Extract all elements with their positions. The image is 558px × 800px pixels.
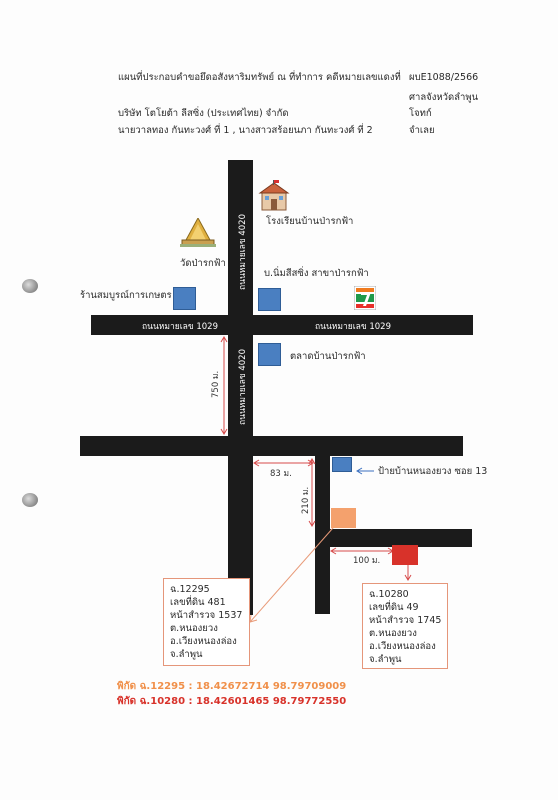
market-label: ตลาดบ้านป่ารกฟ้า [290,351,366,362]
plot-12295-land-no: เลขที่ดิน 481 [170,597,226,608]
plot-10280-district: อ.เวียงหนองล่อง [369,641,436,652]
coordinate-10280: พิกัด ฉ.10280 : 18.42601465 98.79772550 [117,696,347,707]
header-company: บริษัท โตโยต้า ลีสซิ่ง (ประเทศไทย) จำกัด [118,108,289,119]
plot-10280-subdistrict: ต.หนองยวง [369,628,417,639]
soi-sign-marker [332,457,352,472]
plot-12295-marker [331,508,356,528]
plot-10280-marker [392,545,418,565]
header-title: แผนที่ประกอบคำขอยึดอสังหาริมทรัพย์ ณ ที่ทำการ คดีหมายเลขแดงที่ [118,72,401,83]
plot-12295-district: อ.เวียงหนองล่อง [170,636,237,647]
plot-12295-survey: หน้าสำรวจ 1537 [170,610,243,621]
road-label-1029-left: ถนนหมายเลข 1029 [142,322,218,332]
distance-100-label: 100 ม. [353,556,381,566]
plot-10280-province: จ.ลำพูน [369,654,402,665]
agri-shop-label: ร้านสมบูรณ์การเกษตร [80,290,172,301]
header-case-number: ผบE1088/2566 [409,72,479,83]
plot-12295-subdistrict: ต.หนองยวง [170,623,218,634]
plot-10280-land-no: เลขที่ดิน 49 [369,602,419,613]
school-label: โรงเรียนบ้านป่ารกฟ้า [266,216,354,227]
road-label-4020-middle: ถนนหมายเลข 4020 [238,349,248,425]
distance-210-label: 210 ม. [301,486,311,514]
coordinate-12295: พิกัด ฉ.12295 : 18.42672714 98.79709009 [117,681,347,692]
road-label-4020-north: ถนนหมายเลข 4020 [238,214,248,290]
plot-12295-province: จ.ลำพูน [170,649,203,660]
header-defendants: นายวาลทอง กันทะวงศ์ ที่ 1 , นางสาวสร้อยนภา กันทะวงศ์ ที่ 2 [118,125,373,136]
plot-10280-survey: หน้าสำรวจ 1745 [369,615,442,626]
plot-12295-deed: ฉ.12295 [170,584,210,595]
header-court: ศาลจังหวัดลำพูน [409,92,479,103]
plot-12295-info-box [163,578,250,666]
plot-10280-deed: ฉ.10280 [369,589,409,600]
distance-750-label: 750 ม. [211,370,221,398]
header-defendant-label: จำเลย [409,125,435,136]
road-label-1029-right: ถนนหมายเลข 1029 [315,322,391,332]
distance-83-label: 83 ม. [270,469,292,479]
header-plaintiff-label: โจทก์ [409,108,432,119]
soi-sign-label: ป้ายบ้านหนองยวง ซอย 13 [378,466,488,477]
temple-label: วัดป่ารกฟ้า [180,258,226,269]
plot-10280-info-box [362,583,448,669]
hypermarket-label: บ.นิ่มสีสซิ่ง สาขาป่ารกฟ้า [264,268,369,279]
